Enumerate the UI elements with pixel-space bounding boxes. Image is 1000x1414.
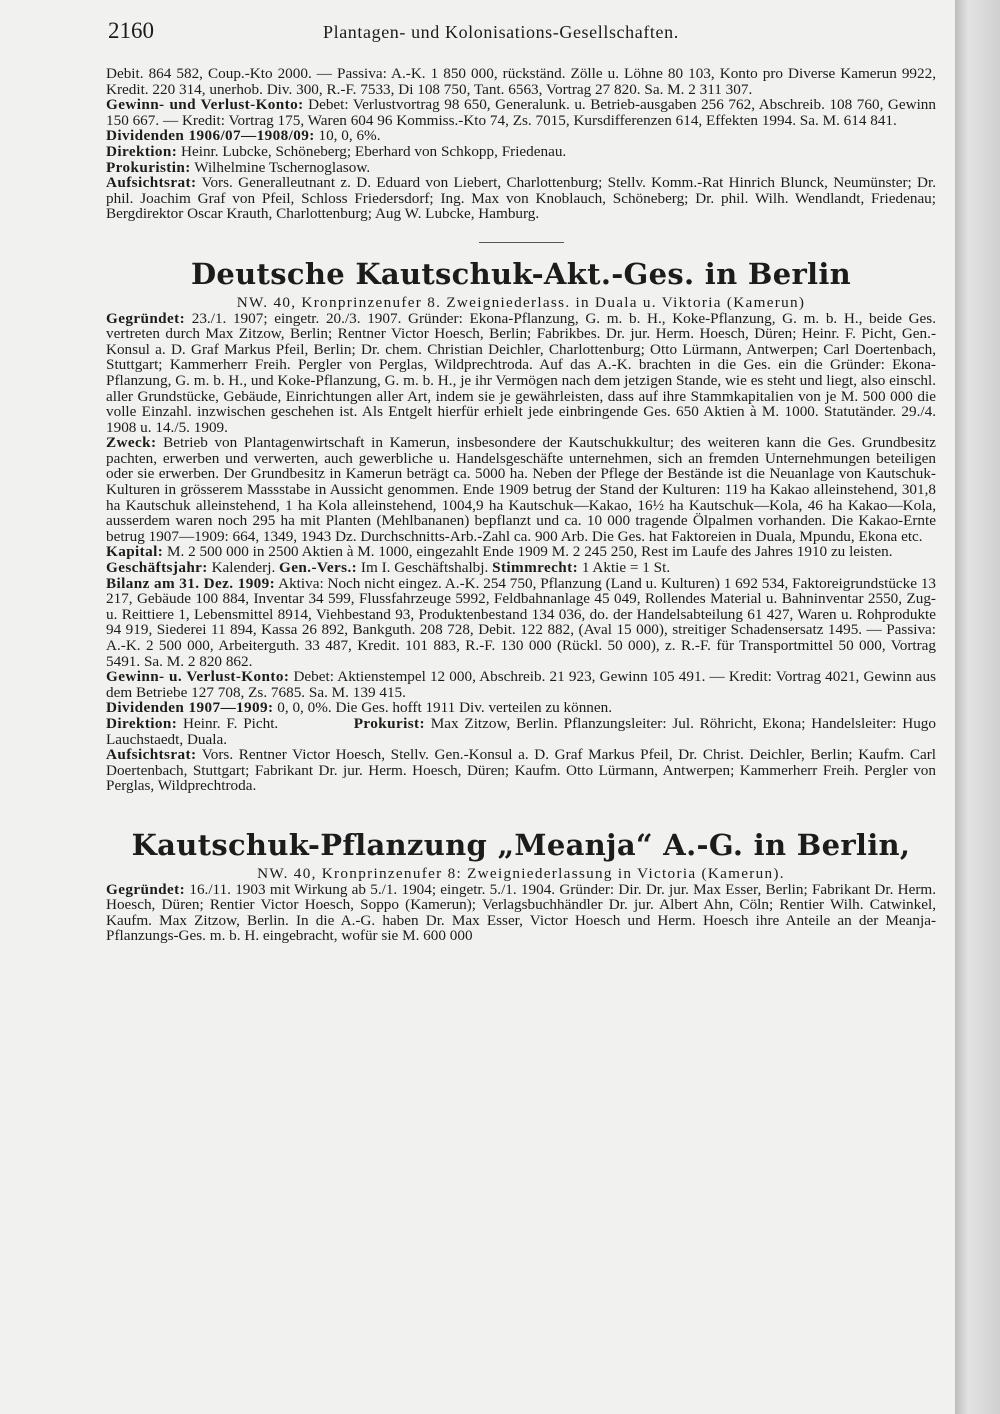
general-meeting-text: Im I. Geschäftshalbj.	[360, 559, 489, 577]
page-header	[108, 18, 931, 48]
profit-loss-paragraph	[106, 669, 936, 700]
entry2-founded-label: Gegründet:	[106, 880, 186, 898]
prev-aufsichtsrat-paragraph	[106, 175, 936, 222]
prokurist-label: Prokurist:	[353, 714, 425, 732]
direktion-text: Heinr. F. Picht.	[183, 714, 279, 732]
prev-prokuristin-paragraph	[106, 160, 936, 176]
prev-direktion-text: Heinr. Lubcke, Schöneberg; Eberhard von Schkopp, Friedenau.	[181, 142, 567, 160]
fiscal-year-label: Geschäftsjahr:	[106, 559, 208, 577]
adjacent-page-edge	[955, 0, 1000, 1414]
entry-address: NW. 40, Kronprinzenufer 8. Zweigniederlass. in Duala u. Viktoria (Kamerun)	[236, 293, 806, 311]
aufsichtsrat-text: Vors. Rentner Victor Hoesch, Stellv. Gen.-Konsul a. D. Graf Markus Pfeil, Dr. Christ. Deichler, Berlin; Kaufm. Carl Doertenbach, Stuttgart; Fabrikant Dr. jur. Herm. Hoesch, Düren; Kaufm. Otto Lürmann, Antwerpen; Kammerherr Freih. Pergler von Perglas, Wildprechtroda.	[106, 746, 936, 795]
purpose-text: Betrieb von Plantagenwirtschaft in Kamerun, insbesondere der Kautschukkultur; des weiteren kann die Ges. Grundbesitz pachten, erwerben und verwerten, auch gewerbliche u. Handelsgeschäfte unternehmen, sich an fremden Unternehmungen beteiligen oder sie erwerben. Der Grundbesitz in Kamerun beträgt ca. 5000 ha. Neben der Pflege der Bestände ist die Neuanlage von Kautschuk-Kulturen in grösserem Massstabe in Aussicht genommen. Ende 1909 betrug der Stand der Kulturen: 119 ha Kakao alleinstehend, 301,8 ha Kautschuk alleinstehend, 1 ha Kola alleinstehend, 1004,9 ha Kautschuk—Kakao, 16½ ha Kautschuk—Kola, 46 ha Kakao—Kola, ausserdem waren noch 295 ha mit Planten (Mehlbananen) bepflanzt und ca. 10 000 tragende Ölpalmen vorhanden. Die Kakao-Ernte betrug 1907—1909: 664, 1349, 1943 Dz. Durchschnitts-Arb.-Zahl ca. 900 Arb. Die Ges. hat Faktoreien in Duala, Mpundu, Ekona etc.	[106, 434, 936, 545]
entry-title: Deutsche Kautschuk-Akt.-Ges. in Berlin	[190, 256, 852, 291]
prev-profit-loss-text: Debet: Verlustvortrag 98 650, Generalunk. u. Betrieb-ausgaben 256 762, Abschreib. 108 760, Gewinn 150 667. — Kredit: Vortrag 175, Waren 604 96 Kommiss.-Kto 74, Zs. 7015, Kursdifferenzen 614, Effekten 1994. Sa. M. 614 841.	[106, 96, 936, 129]
dividends-paragraph	[106, 700, 936, 716]
purpose-label: Zweck:	[106, 434, 157, 452]
founded-paragraph	[106, 311, 936, 436]
aufsichtsrat-label: Aufsichtsrat:	[106, 746, 197, 764]
dividends-text: 0, 0, 0%. Die Ges. hofft 1911 Div. verteilen zu können.	[277, 699, 613, 717]
prev-direktion-paragraph	[106, 144, 936, 160]
capital-label: Kapital:	[106, 543, 164, 561]
page-body	[106, 66, 936, 944]
entry2-title: Kautschuk-Pflanzung „Meanja“ A.-G. in Berlin,	[131, 827, 911, 862]
prev-dividends-text: 10, 0, 6%.	[318, 127, 381, 145]
section-divider	[479, 242, 564, 243]
profit-loss-label: Gewinn- u. Verlust-Konto:	[106, 668, 290, 686]
general-meeting-label: Gen.-Vers.:	[279, 559, 358, 577]
dividends-label: Dividenden 1907—1909:	[106, 699, 274, 717]
balance-label: Bilanz am 31. Dez. 1909:	[106, 574, 276, 592]
voting-right-text: 1 Aktie = 1 St.	[581, 559, 671, 577]
entry2-founded-text: 16./11. 1903 mit Wirkung ab 5./1. 1904; eingetr. 5./1. 1904. Gründer: Dir. Dr. jur. Max Esser, Berlin; Fabrikant Dr. Herm. Hoesch, Düren; Rentier Victor Hoesch, Soppo (Kamerun); Verlagsbuchhändler Dr. jur. Albert Ahn, Cöln; Rentier Wilh. Catwinkel, Kaufm. Max Zitzow, Berlin. In die A.-G. haben Dr. Max Esser, Victor Hoesch und Herm. Hoesch ihre Anteile an der Meanja-Pflanzungs-Ges. m. b. H. eingebracht, wofür sie M. 600 000	[106, 880, 936, 945]
prev-dividends-paragraph	[106, 128, 936, 144]
prev-prokuristin-text: Wilhelmine Tschernoglasow.	[194, 158, 371, 176]
voting-right-label: Stimmrecht:	[492, 559, 579, 577]
prev-aufsichtsrat-label: Aufsichtsrat:	[106, 174, 197, 192]
prev-balance-paragraph: Debit. 864 582, Coup.-Kto 2000. — Passiva: A.-K. 1 850 000, rückständ. Zölle u. Löhne 80 103, Konto pro Diverse Kamerun 9922, Kredit. 220 314, unerhob. Div. 300, R.-F. 7533, Di 108 750, Tant. 6563, Vortrag 27 820. Sa. M. 2 311 307.	[106, 65, 936, 98]
prev-aufsichtsrat-text: Vors. Generalleutnant z. D. Eduard von Liebert, Charlottenburg; Stellv. Komm.-Rat Hinrich Blunck, Neumünster; Dr. phil. Joachim Graf von Pfeil, Schloss Friedersdorf; Ing. Max von Knoblauch, Schöneberg; Dr. phil. Wilh. Wendlandt, Friedenau; Bergdirektor Oscar Krauth, Charlottenburg; Aug W. Lubcke, Hamburg.	[106, 174, 936, 223]
prokurist-text: Max Zitzow, Berlin. Pflanzungsleiter: Jul. Röhricht, Ekona; Handelsleiter: Hugo Lauchstaedt, Duala.	[106, 714, 936, 748]
running-head: Plantagen- und Kolonisations-Gesellschaften.	[323, 22, 679, 42]
balance-text: Aktiva: Noch nicht eingez. A.-K. 254 750, Pflanzung (Land u. Kulturen) 1 692 534, Faktoreigrundstücke 13 217, Gebäude 100 884, Inventar 34 599, Flussfahrzeuge 5992, Feldbahnanlage 45 049, Rollendes Material u. Bahninventar 2550, Zug- u. Reittiere 1, Lebensmittel 8914, Viehbestand 93, Produktenbestand 134 036, do. der Handelsabteilung 61 427, Waren u. Rohprodukte 94 919, Siederei 11 894, Kassa 26 892, Bankguth. 208 728, Debit. 122 882, (Aval 15 000), streitiger Schadensersatz 1495. — Passiva: A.-K. 2 500 000, Arbeiterguth. 33 487, Kredit. 101 883, R.-F. 130 000 (Rückl. 50 000), z. R.-F. für Transportmittel 50 000, Vortrag 5491. Sa. M. 2 820 862.	[106, 574, 937, 670]
direktion-label: Direktion:	[106, 714, 178, 732]
fiscal-year-text: Kalenderj.	[211, 559, 276, 577]
prev-profit-loss-label: Gewinn- und Verlust-Konto:	[106, 96, 304, 114]
capital-paragraph	[106, 544, 936, 560]
page-number: 2160	[108, 18, 154, 43]
entry2-founded-paragraph	[106, 882, 936, 944]
direktion-paragraph	[106, 716, 936, 747]
prev-dividends-label: Dividenden 1906/07—1908/09:	[106, 127, 315, 145]
balance-paragraph	[106, 576, 936, 670]
purpose-paragraph	[106, 435, 936, 544]
profit-loss-text: Debet: Aktienstempel 12 000, Abschreib. 21 923, Gewinn 105 491. — Kredit: Vortrag 4021, Gewinn aus dem Betriebe 127 708, Zs. 7685. Sa. M. 139 415.	[106, 668, 936, 701]
founded-text: 23./1. 1907; eingetr. 20./3. 1907. Gründer: Ekona-Pflanzung, G. m. b. H., Koke-Pflanzung, G. m. b. H., beide Ges. vertreten durch Max Zitzow, Berlin; Rentner Victor Hoesch, Berlin; Fabrikbes. Dr. jur. Herm. Hoesch, Düren; Heinr. F. Picht, Gen.-Konsul a. D. Graf Markus Pfeil, Berlin; Dr. chem. Christian Deichler, Charlottenburg; Otto Lürmann, Antwerpen; Carl Doertenbach, Stuttgart; Kammerherr Freih. Pergler von Perglas, Wildprechtroda. Auf das A.-K. brachten in die Ges. ein die Gründer: Ekona-Pflanzung, G. m. b. H., und Koke-Pflanzung, G. m. b. H., je ihr Vermögen nach dem jetzigen Stande, wie es steht und liegt, also einschl. aller Grundstücke, Gebäude, Einrichtungen aller Art, indem sie je gewährleisten, dass auf ihre Stammkapitalien von je M. 500 000 die volle Einzahl. inzwischen geschehen ist. Als Entgelt hierfür erhielt jede einbringende Ges. 650 Aktien à M. 1000. Statutänder. 29./4. 1908 u. 14./5. 1909.	[106, 309, 936, 436]
aufsichtsrat-paragraph	[106, 747, 936, 794]
prev-profit-loss-paragraph	[106, 97, 936, 128]
entry2-address: NW. 40, Kronprinzenufer 8: Zweigniederlassung in Victoria (Kamerun).	[257, 864, 785, 882]
founded-label: Gegründet:	[106, 309, 186, 327]
fiscal-year-paragraph	[106, 560, 936, 576]
prev-prokuristin-label: Prokuristin:	[106, 158, 191, 176]
capital-text: M. 2 500 000 in 2500 Aktien à M. 1000, eingezahlt Ende 1909 M. 2 245 250, Rest im Laufe des Jahres 1910 zu leisten.	[167, 543, 893, 561]
prev-direktion-label: Direktion:	[106, 142, 178, 160]
